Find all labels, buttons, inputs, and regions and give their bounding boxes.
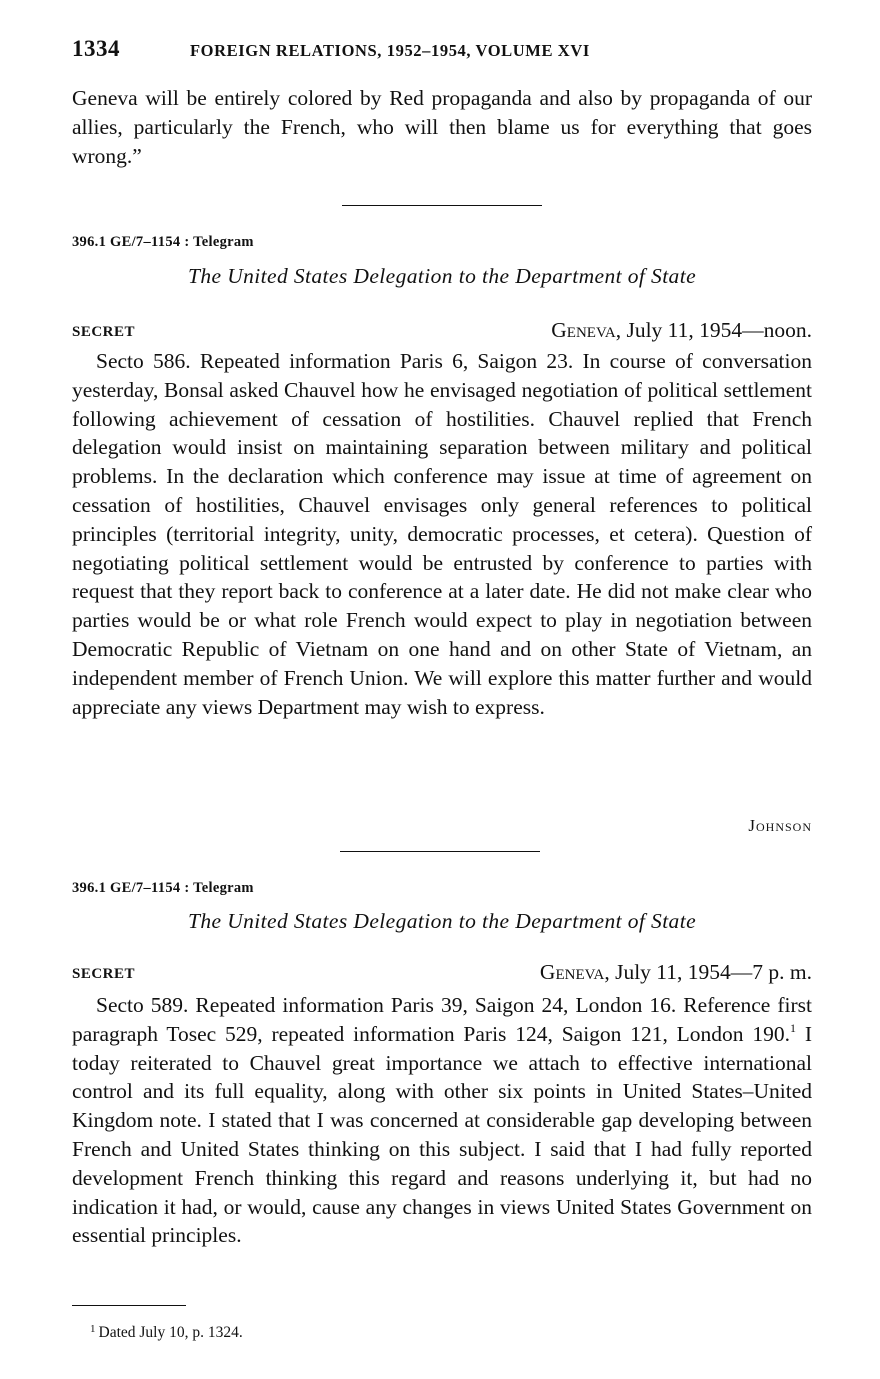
signature: Johnson [748,816,812,835]
dateline [72,318,812,348]
date: , July 11, 1954—7 p. m. [604,960,812,984]
file-reference: 396.1 GE/7–1154 : Telegram [72,234,254,250]
section-divider [340,851,540,852]
continuation-text: Geneva will be entirely colored by Red propaganda and also by propaganda of our allies, particularly the French, who will then blame us for everything that goes wrong.” [72,86,812,168]
telegram-body [72,347,812,721]
page-header [72,36,812,66]
place: Geneva [551,318,616,342]
footnote [90,1323,243,1342]
dateline [72,960,812,990]
telegram-text-part2: I today reiterated to Chauvel great importance we attach to effective international control and its full equality, along with other six points in United States–United Kingdom note. I stated that I was concerned at considerable gap developing between French and United States thinking on this subject. I said that I had fully reported development French thinking this regard and reasons underlying it, but had no indication it had, or would, cause any changes in views United States Government on essential principles. [72,1021,812,1248]
telegram-text: Secto 586. Repeated information Paris 6, Saigon 23. In course of conversation yesterday, Bonsal asked Chauvel how he envisaged negotiation of political settlement following achievement of cessation of hostilities. Chauvel replied that French delegation would insist on maintaining separation between military and political problems. In the declaration which conference may issue at time of agreement on cessation of hostilities, Chauvel envisages only general references to political principles (territorial integrity, unity, democratic processes, et cetera). Question of negotiating political settlement would be entrusted by conference to parties with request that they report back to conference at a later date. He did not make clear who parties would be or what role French would expect to play in negotiation between Democratic Republic of Vietnam on one hand and on other State of Vietnam, an independent member of French Union. We will explore this matter further and would appreciate any views Department may wish to express. [72,349,812,719]
telegram-text-part1: Secto 589. Repeated information Paris 39, Saigon 24, London 16. Reference first paragraph Tosec 529, repeated information Paris 124, Saigon 121, London 190. [72,993,812,1046]
footnote-marker[interactable]: 1 [790,1020,797,1035]
continuation-paragraph [72,84,812,170]
page-number: 1334 [72,36,120,61]
section-divider [342,205,542,206]
file-reference: 396.1 GE/7–1154 : Telegram [72,880,254,896]
document-title: The United States Delegation to the Department of State [187,909,697,933]
telegram-text [72,991,812,1250]
footnote-number: 1 [90,1323,96,1335]
running-head: FOREIGN RELATIONS, 1952–1954, VOLUME XVI [190,41,590,60]
footnote-text: Dated July 10, p. 1324. [98,1324,243,1341]
telegram-body [72,991,812,1250]
footnote-rule [72,1305,186,1306]
classification-label: SECRET [72,966,136,982]
place-date [551,318,812,343]
document-title: The United States Delegation to the Department of State [187,264,697,288]
date: , July 11, 1954—noon. [615,318,812,342]
place: Geneva [539,960,605,984]
classification-label: SECRET [72,324,136,340]
place-date [540,960,812,985]
